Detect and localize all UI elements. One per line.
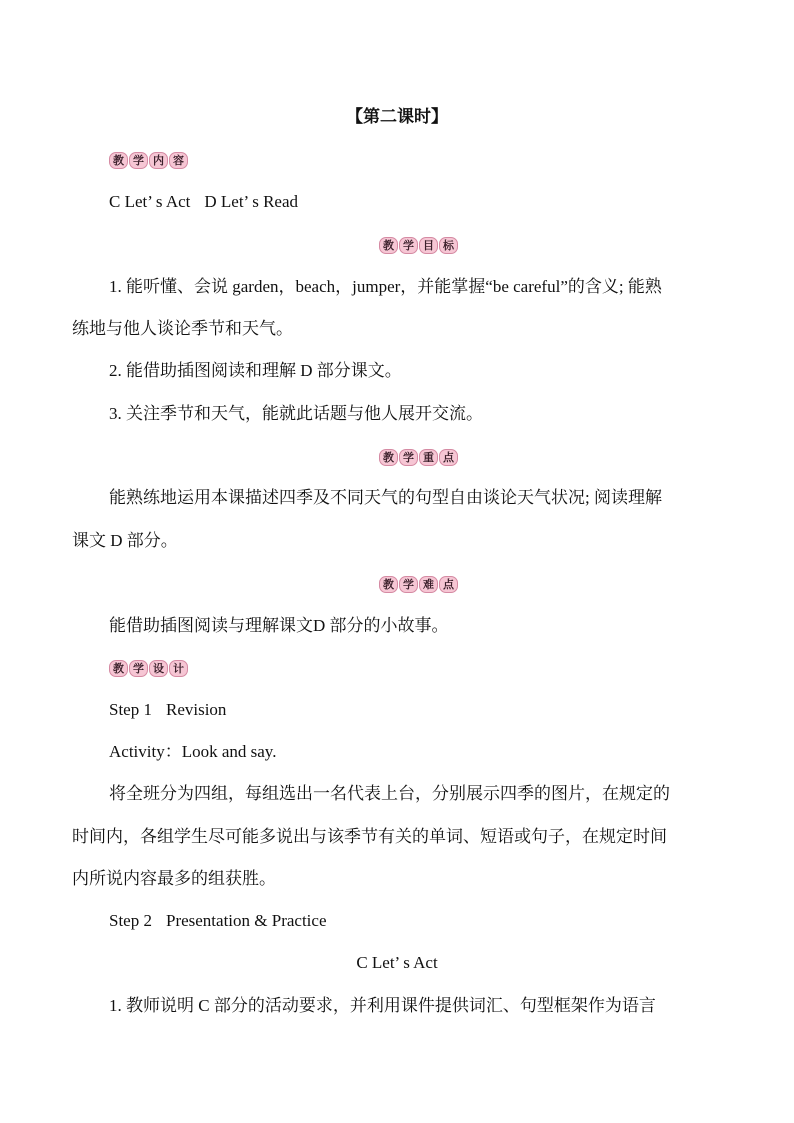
key-points-line-1: 能熟练地运用本课描述四季及不同天气的句型自由谈论天气状况; 阅读理解 bbox=[109, 488, 662, 507]
badge-char: 教 bbox=[379, 576, 398, 593]
badge-char: 教 bbox=[109, 660, 128, 677]
badge-char: 计 bbox=[169, 660, 188, 677]
badge-char: 学 bbox=[129, 660, 148, 677]
section-header-goals bbox=[379, 237, 458, 254]
badge-char: 学 bbox=[399, 576, 418, 593]
goal-1-line-1: 1. 能听懂、会说 garden，beach，jumper，并能掌握“be careful”的含义; 能熟 bbox=[109, 277, 662, 296]
section-header-key-points bbox=[379, 449, 458, 466]
section-header-design bbox=[109, 660, 188, 677]
design-item-1-line-1: 1. 教师说明 C 部分的活动要求，并利用课件提供词汇、句型框架作为语言 bbox=[109, 996, 656, 1015]
badge-char: 学 bbox=[129, 152, 148, 169]
key-points-line-2: 课文 D 部分。 bbox=[72, 531, 178, 550]
goal-1-line-2: 练地与他人谈论季节和天气。 bbox=[72, 319, 293, 338]
step-1-name: Revision bbox=[165, 700, 227, 719]
badge-char: 容 bbox=[169, 152, 188, 169]
step-1-number: Step 1 bbox=[109, 700, 152, 719]
content-parts bbox=[109, 191, 722, 213]
badge-char: 教 bbox=[379, 237, 398, 254]
difficulty-line-1: 能借助插图阅读与理解课文D 部分的小故事。 bbox=[109, 616, 449, 635]
content-part-c: C Let’ s Act bbox=[109, 192, 191, 211]
design-para-1-line-3: 内所说内容最多的组获胜。 bbox=[72, 869, 276, 888]
design-para-1-line-1: 将全班分为四组，每组选出一名代表上台，分别展示四季的图片，在规定的 bbox=[109, 784, 670, 803]
activity-line: Activity：Look and say. bbox=[109, 742, 277, 761]
goal-3: 3. 关注季节和天气，能就此话题与他人展开交流。 bbox=[109, 404, 483, 423]
badge-char: 目 bbox=[419, 237, 438, 254]
step-2-name: Presentation & Practice bbox=[165, 911, 327, 930]
badge-char: 设 bbox=[149, 660, 168, 677]
badge-char: 学 bbox=[399, 237, 418, 254]
badge-char: 点 bbox=[439, 449, 458, 466]
badge-char: 内 bbox=[149, 152, 168, 169]
lesson-title: 【第二课时】 bbox=[346, 107, 448, 126]
badge-char: 学 bbox=[399, 449, 418, 466]
badge-char: 教 bbox=[109, 152, 128, 169]
content-part-d: D Let’ s Read bbox=[204, 192, 298, 211]
badge-char: 点 bbox=[439, 576, 458, 593]
badge-char: 标 bbox=[439, 237, 458, 254]
step-1-heading bbox=[109, 699, 722, 721]
badge-char: 教 bbox=[379, 449, 398, 466]
step-2-heading bbox=[109, 910, 722, 932]
step-2-number: Step 2 bbox=[109, 911, 152, 930]
sub-section-title: C Let’ s Act bbox=[356, 953, 438, 972]
design-para-1-line-2: 时间内，各组学生尽可能多说出与该季节有关的单词、短语或句子，在规定时间 bbox=[72, 827, 667, 846]
badge-char: 难 bbox=[419, 576, 438, 593]
section-header-difficulty bbox=[379, 576, 458, 593]
goal-2: 2. 能借助插图阅读和理解 D 部分课文。 bbox=[109, 361, 402, 380]
section-header-content bbox=[109, 152, 188, 169]
badge-char: 重 bbox=[419, 449, 438, 466]
